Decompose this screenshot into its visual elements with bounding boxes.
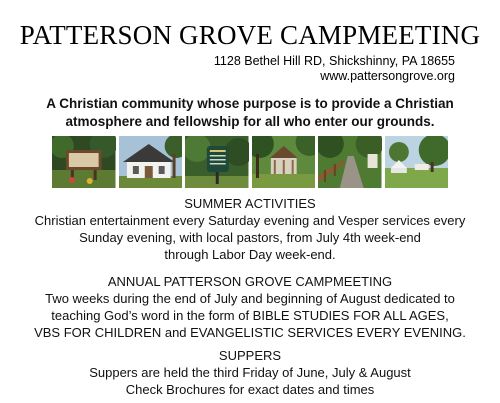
building-photo-icon (119, 136, 183, 188)
summer-line-3: through Labor Day week-end. (164, 247, 336, 262)
mission-line-1: A Christian community whose purpose is to provide a Christian (46, 96, 454, 111)
page-title: PATTERSON GROVE CAMPMEETING (19, 20, 481, 50)
annual-line-3: VBS FOR CHILDREN and EVANGELISTIC SERVICES EVERY EVENING. (34, 325, 466, 340)
lawn-photo-icon (385, 136, 449, 188)
marker-photo-icon (185, 136, 249, 188)
summer-line-2: Sunday evening, with local pastors, from July 4th week-end (79, 230, 421, 245)
sign-photo-icon (52, 136, 116, 188)
suppers-heading: SUPPERS (218, 348, 282, 363)
website-link[interactable]: www.pattersongrove.org (320, 69, 455, 83)
address-text: 1128 Bethel Hill RD, Shickshinny, PA 18655 (213, 54, 455, 68)
contact-info (214, 54, 455, 84)
suppers-line-2: Check Brochures for exact dates and times (125, 382, 375, 397)
summer-activities-heading: SUMMER ACTIVITIES (184, 196, 316, 211)
gazebo-photo-icon (252, 136, 316, 188)
annual-line-1: Two weeks during the end of July and beginning of August dedicated to (45, 291, 455, 306)
summer-line-1: Christian entertainment every Saturday evening and Vesper services every (34, 213, 466, 228)
mission-line-2: atmosphere and fellowship for all who enter our grounds. (65, 114, 435, 129)
suppers-line-1: Suppers are held the third Friday of June, July & August (89, 365, 411, 380)
annual-line-2: teaching God’s word in the form of BIBLE STUDIES FOR ALL AGES, (51, 308, 449, 323)
summer-activities-text (0, 212, 500, 263)
mission-statement (0, 95, 500, 131)
suppers-text (0, 364, 500, 398)
annual-campmeeting-heading: ANNUAL PATTERSON GROVE CAMPMEETING (107, 274, 393, 289)
photo-strip (52, 136, 448, 188)
annual-campmeeting-text (0, 290, 500, 341)
path-photo-icon (318, 136, 382, 188)
